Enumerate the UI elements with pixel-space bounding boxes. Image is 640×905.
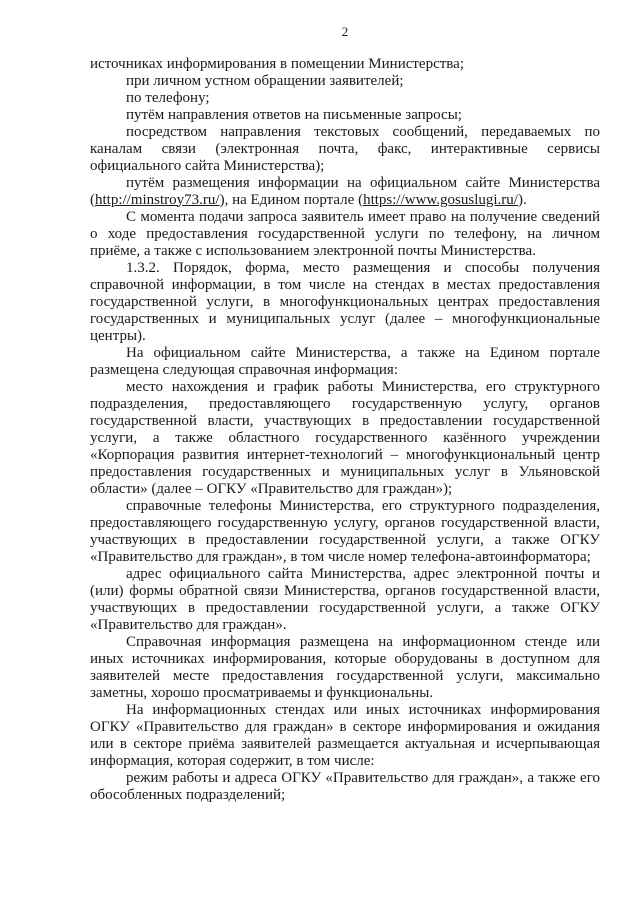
paragraph: Справочная информация размещена на информационном стенде или иных источниках информирования, которые оборудованы в доступном для заявителей месте предоставления государственной услуги, максимально заметны, хорошо просматриваемы и функциональны. [90, 633, 600, 701]
paragraph: На информационных стендах или иных источниках информирования ОГКУ «Правительство для граждан» в секторе информирования и ожидания или в секторе приёма заявителей размещается актуальная и исчерпывающая информация, которая содержит, в том числе: [90, 701, 600, 769]
paragraph: 1.3.2. Порядок, форма, место размещения и способы получения справочной информации, в том числе на стендах в местах предоставления государственной услуги, в многофункциональных центрах предоставления государственных и муниципальных услуг (далее – многофункциональные центры). [90, 259, 600, 344]
paragraph: место нахождения и график работы Министерства, его структурного подразделения, предоставляющего государственную услугу, органов государственной власти, участвующих в предоставлении государственной услуги, а также областного государственного казённого учреждении «Корпорация развития интернет-технологий – многофункциональный центр предоставления государственных и муниципальных услуг в Ульяновской области» (далее – ОГКУ «Правительство для граждан»); [90, 378, 600, 497]
paragraph [90, 175, 600, 209]
paragraph: источниках информирования в помещении Министерства; [90, 55, 465, 72]
page-number: 2 [341, 24, 349, 39]
paragraph: адрес официального сайта Министерства, адрес электронной почты и (или) формы обратной связи Министерства, органов государственной власти, участвующих в предоставлении государственной услуги, а также ОГКУ «Правительство для граждан». [90, 565, 600, 633]
paragraph-text: путём размещения информации на официальном сайте Министерства ( [90, 174, 600, 208]
ministry-site-link[interactable]: http://minstroy73.ru/ [95, 191, 220, 208]
document-body [90, 56, 600, 804]
gosuslugi-link[interactable]: https://www.gosuslugi.ru/ [363, 191, 518, 208]
paragraph: по телефону; [126, 89, 210, 106]
paragraph: На официальном сайте Министерства, а также на Едином портале размещена следующая справочная информация: [90, 344, 600, 378]
paragraph-text: ). [517, 191, 527, 208]
paragraph: режим работы и адреса ОГКУ «Правительство для граждан», а также его обособленных подразделений; [90, 769, 600, 803]
paragraph: путём направления ответов на письменные запросы; [126, 106, 462, 123]
paragraph: справочные телефоны Министерства, его структурного подразделения, предоставляющего государственную услугу, органов государственной власти, участвующих в предоставлении государственной услуги, а также ОГКУ «Правительство для граждан», в том числе номер телефона-автоинформатора; [90, 497, 600, 565]
paragraph: посредством направления текстовых сообщений, передаваемых по каналам связи (электронная почта, факс, интерактивные сервисы официального сайта Министерства); [90, 123, 600, 174]
paragraph: при личном устном обращении заявителей; [126, 72, 404, 89]
paragraph-text: ), на Едином портале ( [219, 191, 364, 208]
paragraph: С момента подачи запроса заявитель имеет право на получение сведений о ходе предоставления государственной услуги по телефону, на личном приёме, а также с использованием электронной почты Министерства. [90, 208, 600, 259]
